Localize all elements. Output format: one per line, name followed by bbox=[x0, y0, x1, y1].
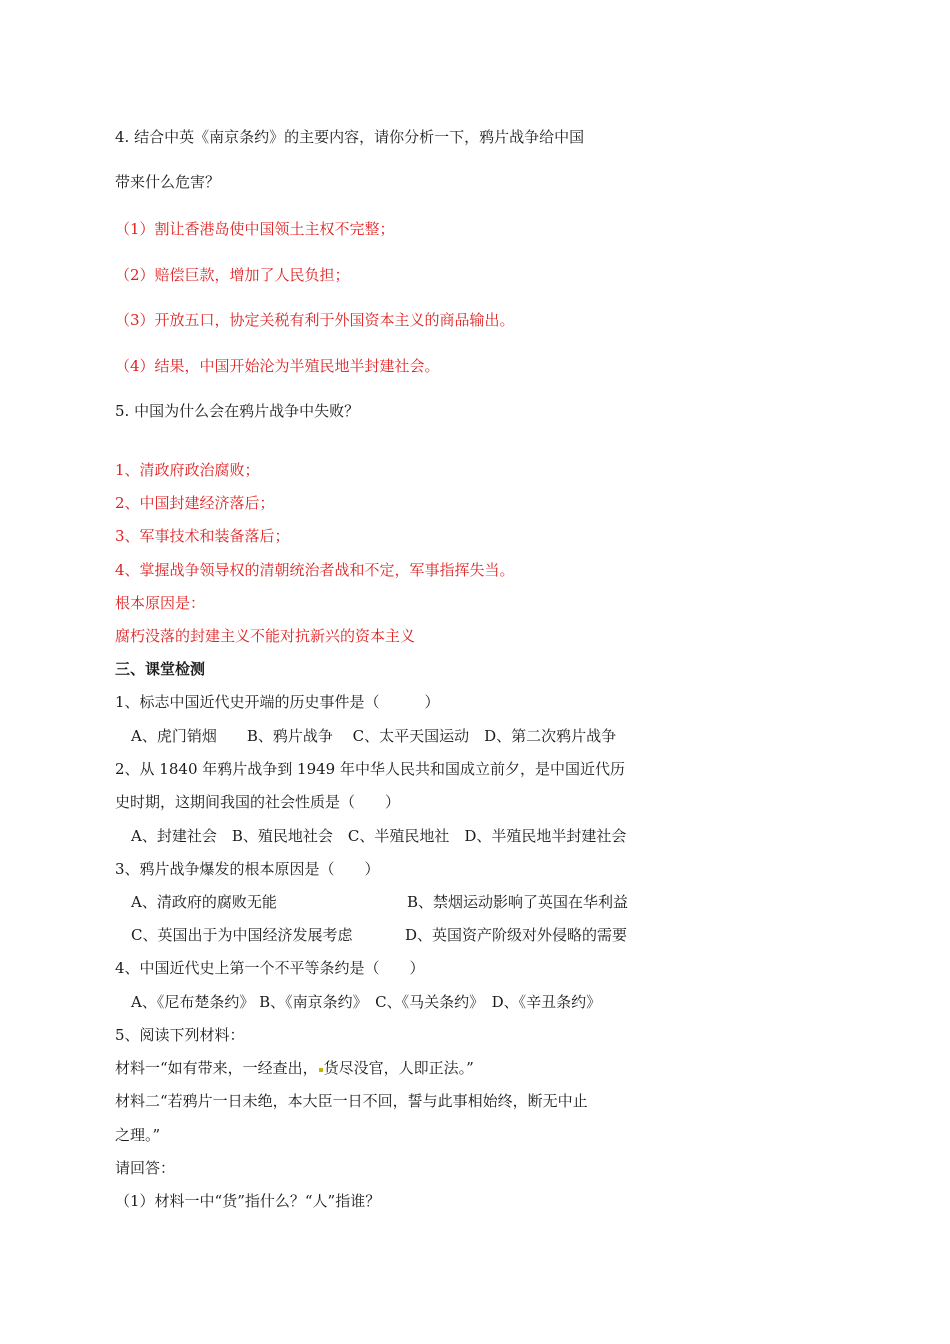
material1-part-a: 材料一“如有带来，一经查出， bbox=[115, 1059, 318, 1077]
q5-root-label: 根本原因是： bbox=[115, 594, 206, 612]
test-q5-material2-line1: 材料二“若鸦片一日未绝，本大臣一日不回，誓与此事相始终，断无中止 bbox=[115, 1092, 588, 1110]
q5-answer-2: 2、中国封建经济落后； bbox=[115, 494, 275, 512]
material1-part-b: 货尽没官，人即正法。” bbox=[323, 1059, 474, 1077]
test-q5-material2-line2: 之理。” bbox=[115, 1126, 161, 1144]
test-q5-stem: 5、阅读下列材料： bbox=[115, 1026, 245, 1044]
test-q3-stem: 3、鸦片战争爆发的根本原因是（ ） bbox=[115, 860, 380, 878]
section-heading: 三、课堂检测 bbox=[115, 660, 206, 678]
q4-answer-4: （4）结果，中国开始沦为半殖民地半封建社会。 bbox=[115, 357, 440, 375]
q5-answer-3: 3、军事技术和装备落后； bbox=[115, 527, 290, 545]
test-q3-option-a: A、清政府的腐败无能 bbox=[131, 893, 277, 911]
q5-root-text: 腐朽没落的封建主义不能对抗新兴的资本主义 bbox=[115, 627, 416, 645]
q4-answer-1: （1）割让香港岛使中国领土主权不完整； bbox=[115, 220, 395, 238]
test-q4-stem: 4、中国近代史上第一个不平等条约是（ ） bbox=[115, 959, 425, 977]
test-q1-stem: 1、标志中国近代史开端的历史事件是（ ） bbox=[115, 693, 440, 711]
test-q5-prompt: 请回答： bbox=[115, 1159, 176, 1177]
test-q2-stem-line2: 史时期，这期间我国的社会性质是（ ） bbox=[115, 793, 401, 811]
q5-answer-1: 1、清政府政治腐败； bbox=[115, 461, 260, 479]
test-q5-material1 bbox=[115, 1058, 474, 1078]
test-q2-options: A、封建社会 B、殖民地社会 C、半殖民地社 D、半殖民地半封建社会 bbox=[131, 827, 627, 845]
q4-question-line1: 4. 结合中英《南京条约》的主要内容，请你分析一下，鸦片战争给中国 bbox=[115, 128, 585, 146]
q5-answer-4: 4、掌握战争领导权的清朝统治者战和不定，军事指挥失当。 bbox=[115, 561, 515, 579]
test-q1-options: A、虎门销烟 B、鸦片战争 C、太平天国运动 D、第二次鸦片战争 bbox=[131, 727, 617, 745]
test-q2-stem-line1: 2、从 1840 年鸦片战争到 1949 年中华人民共和国成立前夕，是中国近代历 bbox=[115, 760, 625, 778]
test-q5-sub1: （1）材料一中“货”指什么？“人”指谁？ bbox=[115, 1192, 381, 1210]
test-q3-option-c: C、英国出于为中国经济发展考虑 bbox=[131, 926, 353, 944]
q4-question-line2: 带来什么危害？ bbox=[115, 173, 221, 191]
q4-answer-3: （3）开放五口，协定关税有利于外国资本主义的商品输出。 bbox=[115, 311, 515, 329]
highlight-mark bbox=[319, 1068, 323, 1072]
test-q4-options: A、《尼布楚条约》 B、《南京条约》 C、《马关条约》 D、《辛丑条约》 bbox=[131, 993, 602, 1011]
test-q3-option-d: D、英国资产阶级对外侵略的需要 bbox=[405, 926, 628, 944]
test-q3-option-b: B、禁烟运动影响了英国在华利益 bbox=[407, 893, 629, 911]
q4-answer-2: （2）赔偿巨款，增加了人民负担； bbox=[115, 266, 350, 284]
q5-question: 5. 中国为什么会在鸦片战争中失败？ bbox=[115, 402, 360, 420]
